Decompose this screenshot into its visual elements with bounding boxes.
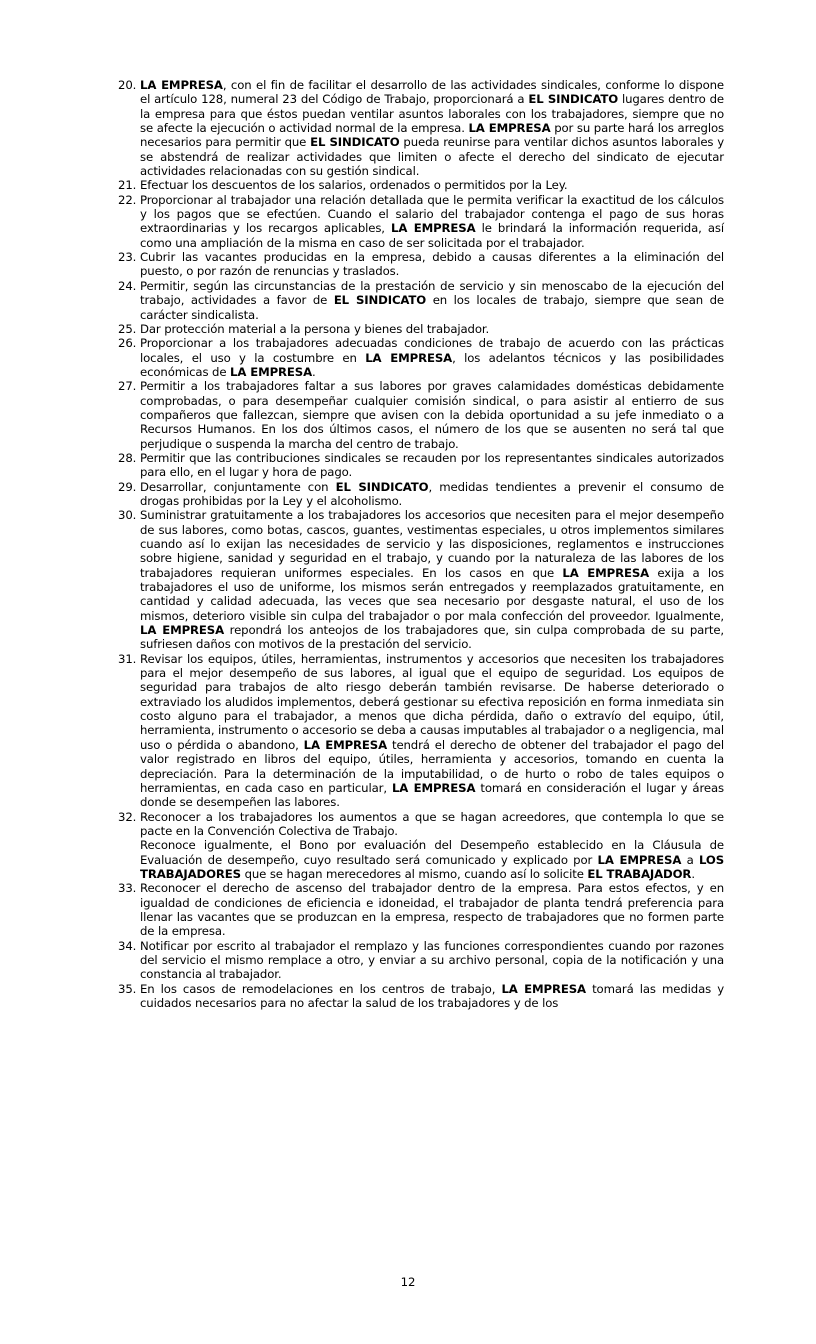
emphasized-term: EL SINDICATO xyxy=(333,293,427,308)
clause-paragraph: Notificar por escrito al trabajador el remplazo y las funciones correspondientes cuando por razones del servicio el mismo remplace a otro, y enviar a su archivo personal, copia de la notificación y una constancia al trabajador. xyxy=(140,938,724,982)
clause-number: 27. xyxy=(118,379,137,394)
clause-body xyxy=(140,508,724,651)
clause-paragraph: Revisar los equipos, útiles, herramientas, instrumentos y accesorios que necesiten los trabajadores para el mejor desempeño de sus labores, al igual que el equipo de seguridad. Los equipos de seguridad para trabajos de alto riesgo deberán también revisarse. De haberse deteriorado o extraviado los aludidos implementos, deberá gestionar su efectiva reposición en forma inmediata sin costo alguno para el trabajador, a menos que dicha pérdida, daño o extravío del equipo, útil, herramienta, instrumento o accesorio se deba a causas imputables al trabajador o a negligencia, mal uso o pérdida o abandono, LA EMPRESA tendrá el derecho de obtener del trabajador el pago del valor registrado en libros del equipo, útiles, herramienta y accesorios, tomando en cuenta la depreciación. Para la determinación de la imputabilidad, o de hurto o robo de tales equipos o herramientas, en cada caso en particular, LA EMPRESA tomará en consideración el lugar y áreas donde se desempeñen las labores. xyxy=(140,651,724,810)
emphasized-term: LA EMPRESA xyxy=(303,737,388,752)
clause-body xyxy=(140,250,724,279)
emphasized-term: LA EMPRESA xyxy=(140,623,225,638)
clause-number: 23. xyxy=(118,250,137,265)
clause-paragraph: Reconocer el derecho de ascenso del trabajador dentro de la empresa. Para estos efectos, y en igualdad de condiciones de eficiencia e idoneidad, el trabajador de planta tendrá preferencia para llenar las vacantes que se produzcan en la empresa, respecto de trabajadores que no formen parte de la empresa. xyxy=(140,881,724,939)
emphasized-term: LOS TRABAJADORES xyxy=(140,852,724,881)
emphasized-term: LA EMPRESA xyxy=(365,350,453,365)
clause-paragraph: Proporcionar al trabajador una relación detallada que le permita verificar la exactitud de los cálculos y los pagos que se efectúen. Cuando el salario del trabajador contenga el pago de sus horas extraordinarias y los recargos aplicables, LA EMPRESA le brindará la información requerida, así como una ampliación de la misma en caso de ser solicitada por el trabajador. xyxy=(140,192,724,250)
clause-number: 34. xyxy=(118,938,137,953)
clause-paragraph: En los casos de remodelaciones en los centros de trabajo, LA EMPRESA tomará las medidas y cuidados necesarios para no afectar la salud de los trabajadores y de los xyxy=(140,981,724,1010)
clause-item xyxy=(118,810,724,882)
emphasized-term: LA EMPRESA xyxy=(230,364,312,379)
clause-number: 29. xyxy=(118,479,137,494)
clause-paragraph: Permitir que las contribuciones sindicales se recauden por los representantes sindicales autorizados para ello, en el lugar y hora de pago. xyxy=(140,450,724,480)
clause-body xyxy=(140,279,724,322)
clause-number: 35. xyxy=(118,981,137,996)
clause-item xyxy=(118,881,724,938)
clause-number: 26. xyxy=(118,336,137,351)
clause-body xyxy=(140,451,724,480)
clause-number: 20. xyxy=(118,78,137,92)
clause-number: 21. xyxy=(118,178,137,193)
clause-item xyxy=(118,78,724,178)
clause-body xyxy=(140,982,724,1011)
clause-body xyxy=(140,881,724,938)
clause-paragraph: Reconocer a los trabajadores los aumentos a que se hagan acreedores, que contempla lo que se pacte en la Convención Colectiva de Trabajo. xyxy=(140,809,724,838)
clause-item xyxy=(118,508,724,651)
clause-body xyxy=(140,78,724,178)
clause-paragraph: Permitir, según las circunstancias de la prestación de servicio y sin menoscabo de la ejecución del trabajo, actividades a favor de EL SINDICATO en los locales de trabajo, siempre que sean de carácter sindicalista. xyxy=(140,278,724,322)
clause-list xyxy=(118,78,724,1010)
emphasized-term: LA EMPRESA xyxy=(597,852,682,867)
clause-paragraph: Desarrollar, conjuntamente con EL SINDICATO, medidas tendientes a prevenir el consumo de drogas prohibidas por la Ley y el alcoholismo. xyxy=(140,479,724,508)
clause-item xyxy=(118,322,724,336)
clause-number: 24. xyxy=(118,278,137,293)
clause-paragraph: LA EMPRESA, con el fin de facilitar el desarrollo de las actividades sindicales, conforme lo dispone el artículo 128, numeral 23 del Código de Trabajo, proporcionará a EL SINDICATO lugares dentro de la empresa para que éstos puedan ventilar asuntos laborales con los trabajadores, siempre que no se afecte la ejecución o actividad normal de la empresa. LA EMPRESA por su parte hará los arreglos necesarios para permitir que EL SINDICATO pueda reunirse para ventilar dichos asuntos laborales y se abstendrá de realizar actividades que limiten o afecte el derecho del sindicato de ejecutar actividades relacionadas con su gestión sindical. xyxy=(140,78,724,179)
clause-paragraph: Efectuar los descuentos de los salarios, ordenados o permitidos por la Ley. xyxy=(140,178,568,193)
page-number: 12 xyxy=(400,1275,416,1289)
emphasized-term: LA EMPRESA xyxy=(562,565,650,580)
clause-number: 30. xyxy=(118,508,137,523)
clause-body xyxy=(140,322,724,336)
emphasized-term: EL SINDICATO xyxy=(528,92,619,107)
clause-item xyxy=(118,982,724,1011)
clause-paragraph: Cubrir las vacantes producidas en la empresa, debido a causas diferentes a la eliminación del puesto, o por razón de renuncias y traslados. xyxy=(140,250,724,279)
clause-item xyxy=(118,451,724,480)
clause-paragraph: Proporcionar a los trabajadores adecuadas condiciones de trabajo de acuerdo con las prácticas locales, el uso y la costumbre en LA EMPRESA, los adelantos técnicos y las posibilidades económicas de LA EMPRESA. xyxy=(140,336,724,379)
emphasized-term: LA EMPRESA xyxy=(391,221,476,236)
clause-paragraph: Permitir a los trabajadores faltar a sus labores por graves calamidades domésticas debidamente comprobadas, o para desempeñar cualquier comisión sindical, o para asistir al entierro de sus compañeros que fallezcan, siempre que avisen con la debida oportunidad a su jefe inmediato o a Recursos Humanos. En los dos últimos casos, el número de los que se ausenten no será tal que perjudique o suspenda la marcha del centro de trabajo. xyxy=(140,379,724,451)
clause-body xyxy=(140,178,724,192)
clause-number: 32. xyxy=(118,809,137,824)
clause-body xyxy=(140,336,724,379)
clause-item xyxy=(118,279,724,322)
clause-number: 31. xyxy=(118,651,137,666)
clause-item xyxy=(118,480,724,509)
clause-number: 25. xyxy=(118,321,137,336)
clause-body xyxy=(140,652,724,810)
clause-item xyxy=(118,250,724,279)
clause-paragraph: Reconoce igualmente, el Bono por evaluación del Desempeño establecido en la Cláusula de Evaluación de desempeño, cuyo resultado será comunicado y explicado por LA EMPRESA a LOS TRABAJADORES que se hagan merecedores al mismo, cuando así lo solicite EL TRABAJADOR. xyxy=(140,838,724,881)
clause-paragraph: Suministrar gratuitamente a los trabajadores los accesorios que necesiten para el mejor desempeño de sus labores, como botas, cascos, guantes, vestimentas especiales, u otros implementos similares cuando así lo exijan las necesidades de servicio y las disposiciones, reglamentos e instrucciones sobre higiene, sanidad y seguridad en el trabajo, y cuando por la naturaleza de las labores de los trabajadores requieran uniformes especiales. En los casos en que LA EMPRESA exija a los trabajadores el uso de uniforme, los mismos serán entregados y reemplazados gratuitamente, en cantidad y calidad adecuada, las veces que sea necesario por desgaste natural, el uso de los mismos, deterioro visible sin culpa del trabajador o por mala confección del proveedor. Igualmente, LA EMPRESA repondrá los anteojos de los trabajadores que, sin culpa comprobada de su parte, sufriesen daños con motivos de la prestación del servicio. xyxy=(140,508,724,652)
clause-body xyxy=(140,193,724,250)
emphasized-term: LA EMPRESA xyxy=(501,981,586,996)
emphasized-term: EL SINDICATO xyxy=(335,479,429,494)
clause-body xyxy=(140,379,724,451)
clause-list-container xyxy=(118,78,724,1010)
clause-item xyxy=(118,939,724,982)
clause-body xyxy=(140,939,724,982)
emphasized-term: EL SINDICATO xyxy=(310,135,400,150)
clause-item xyxy=(118,193,724,250)
clause-item xyxy=(118,652,724,810)
clause-paragraph: Dar protección material a la persona y bienes del trabajador. xyxy=(140,321,490,336)
clause-item xyxy=(118,178,724,192)
clause-body xyxy=(140,480,724,509)
emphasized-term: EL TRABAJADOR xyxy=(587,866,692,881)
emphasized-term: LA EMPRESA xyxy=(391,780,476,795)
clause-item xyxy=(118,379,724,451)
clause-number: 28. xyxy=(118,450,137,465)
clause-number: 22. xyxy=(118,192,137,207)
clause-number: 33. xyxy=(118,881,137,896)
clause-body xyxy=(140,810,724,882)
emphasized-term: LA EMPRESA xyxy=(140,78,223,92)
clause-item xyxy=(118,336,724,379)
emphasized-term: LA EMPRESA xyxy=(468,121,551,136)
